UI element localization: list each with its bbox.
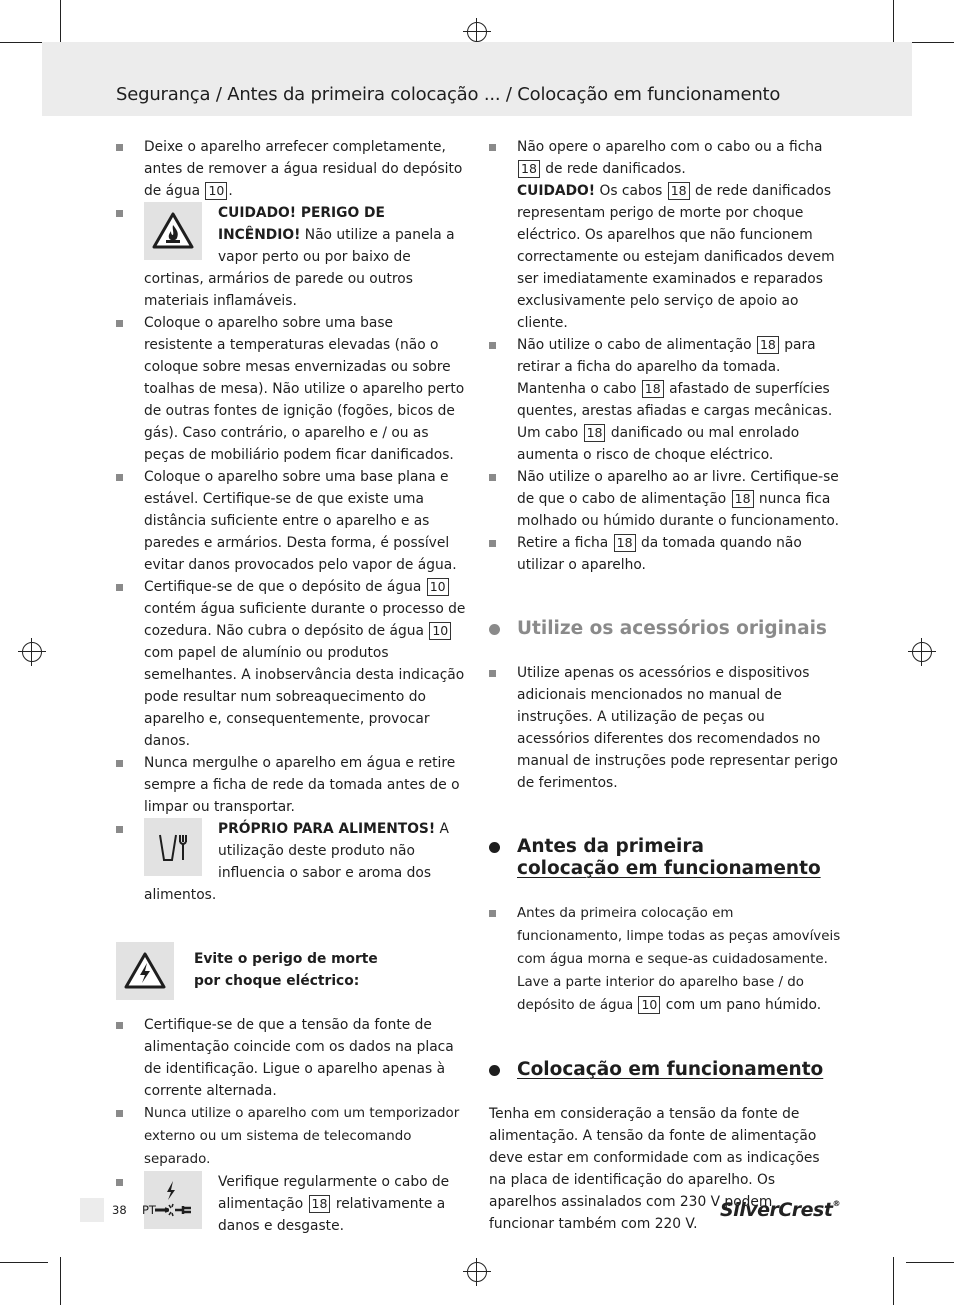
item-text: para retirar a ficha do aparelho da tomada. Mantenha o cabo bbox=[517, 337, 816, 397]
bullet-icon bbox=[116, 1110, 123, 1117]
reference-number: 18 bbox=[732, 490, 754, 508]
item-text: Não utilize a panela a vapor perto ou por baixo de cortinas, armários de parede ou outros materiais inflamáveis. bbox=[144, 227, 455, 309]
reference-number: 18 bbox=[668, 182, 690, 200]
item-text: Utilize apenas os acessórios e dispositivos adicionais mencionados no manual de instruções. A utilização de peças ou acessórios diferentes dos recomendados no manual de instruções pode representar perigo de ferimentos. bbox=[517, 665, 838, 791]
bullet-icon bbox=[116, 826, 123, 833]
section-heading-text: Antes da primeira bbox=[517, 836, 704, 857]
crop-mark bbox=[60, 1257, 61, 1305]
crop-mark bbox=[0, 42, 48, 43]
item-text: danificado ou mal enrolado aumenta o risco de choque eléctrico. bbox=[517, 425, 800, 463]
item-text: com papel de alumínio ou produtos semelhantes. A inobservância desta indicação pode resultar num sobreaquecimento do aparelho e, consequentemente, provocar danos. bbox=[144, 645, 465, 749]
paragraph: Tenha em consideração a tensão da fonte de alimentação. A tensão da fonte de alimentação deve estar em conformidade com as indicações na placa de identificação do aparelho. Os aparelhos assinalados com 230 V podem funcionar também com 220 V. bbox=[489, 1106, 820, 1232]
reference-number: 18 bbox=[757, 336, 779, 354]
item-text: contém água suficiente durante o processo de cozedura. Não cubra o depósito de água bbox=[144, 601, 466, 639]
section-bullet-icon bbox=[489, 624, 500, 635]
bullet-icon bbox=[116, 210, 123, 217]
registration-mark-icon bbox=[22, 642, 42, 662]
reference-number: 10 bbox=[205, 182, 227, 200]
item-text: Não utilize o aparelho ao ar livre. Certifique-se de que o cabo de alimentação bbox=[517, 469, 839, 507]
list-item bbox=[116, 752, 466, 818]
list-item bbox=[116, 1014, 466, 1102]
warning-line: Evite o perigo de morte bbox=[194, 951, 378, 967]
left-column bbox=[116, 136, 466, 1237]
bullet-icon bbox=[489, 474, 496, 481]
reference-number: 18 bbox=[614, 534, 636, 552]
item-text: relativamente a danos e desgaste. bbox=[218, 1196, 446, 1234]
list-item bbox=[116, 1171, 466, 1237]
list-item bbox=[116, 136, 466, 202]
item-text: Não utilize o cabo de alimentação bbox=[517, 337, 756, 353]
section-heading bbox=[489, 618, 841, 640]
bullet-icon bbox=[116, 474, 123, 481]
reference-number: 18 bbox=[584, 424, 606, 442]
caution-label: CUIDADO! bbox=[517, 183, 596, 199]
section-bullet-icon bbox=[489, 842, 500, 853]
crop-mark bbox=[0, 1262, 48, 1263]
section-heading bbox=[489, 836, 841, 880]
item-text: Certifique-se de que a tensão da fonte de alimentação coincide com os dados na placa de identificação. Ligue o aparelho apenas à corrente alternada. bbox=[144, 1017, 454, 1099]
warning-line: por choque eléctrico: bbox=[194, 973, 360, 989]
crop-mark bbox=[893, 1257, 894, 1305]
notice-heading: PRÓPRIO PARA ALIMENTOS! bbox=[218, 821, 436, 837]
reference-number: 10 bbox=[429, 622, 451, 640]
list-item bbox=[116, 312, 466, 466]
bullet-icon bbox=[489, 342, 496, 349]
reference-number: 18 bbox=[309, 1195, 331, 1213]
item-text: Verifique regularmente o cabo de alimentação bbox=[218, 1174, 450, 1212]
section-bullet-icon bbox=[489, 1065, 500, 1076]
crop-mark bbox=[906, 1262, 954, 1263]
bullet-icon bbox=[489, 144, 496, 151]
bullet-icon bbox=[489, 670, 496, 677]
footer-tab bbox=[80, 1198, 104, 1222]
section-heading bbox=[489, 1059, 841, 1081]
section-heading-text: colocação em funcionamento bbox=[517, 858, 821, 879]
item-text: . bbox=[228, 183, 233, 199]
item-text: nunca fica molhado ou húmido durante o funcionamento. bbox=[517, 491, 839, 529]
item-text: Antes da primeira colocação em funcionamento, limpe todas as peças amovíveis com água morna e seque-as cuidadosamente. Lave a parte interior do aparelho base / do depósito de água bbox=[517, 906, 841, 1013]
bullet-icon bbox=[116, 1179, 123, 1186]
page-title: Segurança / Antes da primeira colocação ... / Colocação em funcionamento bbox=[116, 84, 781, 105]
crop-mark bbox=[893, 0, 894, 48]
item-text: Nunca utilize o aparelho com um temporizador externo ou um sistema de telecomando separado. bbox=[144, 1106, 460, 1167]
bullet-icon bbox=[116, 144, 123, 151]
list-item bbox=[489, 662, 841, 794]
crop-mark bbox=[60, 0, 61, 48]
item-text: Coloque o aparelho sobre uma base resistente a temperaturas elevadas (não o coloque sobre mesas envernizadas ou sobre toalhas de mesa). Não utilize o aparelho perto de outras fontes de ignição (fogões, bicos de gás). Caso contrário, o aparelho e / ou as peças de mobiliário podem ficar danificados. bbox=[144, 315, 465, 463]
warning-heading: CUIDADO! PERIGO DE INCÊNDIO! bbox=[218, 205, 385, 243]
reference-number: 10 bbox=[427, 578, 449, 596]
item-text: afastado de superfícies quentes, arestas afiadas e cargas mecânicas. Um cabo bbox=[517, 381, 833, 441]
section-heading-text: Colocação em funcionamento bbox=[517, 1059, 824, 1080]
shock-warning-box bbox=[116, 942, 466, 1000]
list-item bbox=[489, 532, 841, 576]
item-text: com um pano húmido. bbox=[661, 997, 822, 1013]
page-language: PT bbox=[142, 1203, 156, 1217]
brand-name: SilverCrest bbox=[720, 1199, 833, 1221]
item-text: Coloque o aparelho sobre uma base plana e estável. Certifique-se de que existe uma distância suficiente entre o aparelho e as paredes e armários. Desta forma, é possível evitar danos provocados pelo vapor de água. bbox=[144, 469, 457, 573]
reference-number: 10 bbox=[638, 996, 660, 1014]
section-heading-text: Utilize os acessórios originais bbox=[517, 618, 827, 639]
reference-number: 18 bbox=[518, 160, 540, 178]
item-text: da tomada quando não utilizar o aparelho. bbox=[517, 535, 802, 573]
item-text: A utilização deste produto não influencia o sabor e aroma dos alimentos. bbox=[144, 821, 449, 903]
item-text: Certifique-se de que o depósito de água bbox=[144, 579, 426, 595]
registered-mark: ® bbox=[832, 1199, 840, 1208]
list-item bbox=[116, 202, 466, 312]
reference-number: 18 bbox=[642, 380, 664, 398]
list-item bbox=[116, 576, 466, 752]
bullet-icon bbox=[116, 584, 123, 591]
electric-shock-warning-icon bbox=[116, 942, 174, 1000]
item-text: de rede danificados representam perigo de morte por choque eléctrico. Os aparelhos que não funcionem correctamente ou estejam danificados devem ser imediatamente examinados e reparados exclusivamente pelo serviço de apoio ao cliente. bbox=[517, 183, 835, 331]
list-item bbox=[116, 466, 466, 576]
registration-mark-icon bbox=[467, 1262, 487, 1282]
list-item bbox=[116, 818, 466, 906]
brand-logo bbox=[720, 1199, 840, 1221]
item-text: de rede danificados. bbox=[540, 161, 686, 177]
registration-mark-icon bbox=[912, 642, 932, 662]
right-column bbox=[489, 136, 841, 1235]
damaged-cable-icon bbox=[144, 1171, 202, 1229]
list-item bbox=[489, 334, 841, 466]
list-item bbox=[489, 136, 841, 334]
item-text: Deixe o aparelho arrefecer completamente, antes de remover a água residual do depósito de água bbox=[144, 139, 463, 199]
crop-mark bbox=[906, 42, 954, 43]
item-text: Nunca mergulhe o aparelho em água e retire sempre a ficha de rede da tomada antes de o limpar ou transportar. bbox=[144, 755, 460, 815]
item-text: Não opere o aparelho com o cabo ou a ficha bbox=[517, 139, 823, 155]
bullet-icon bbox=[489, 910, 496, 917]
item-text: Retire a ficha bbox=[517, 535, 613, 551]
list-item bbox=[489, 466, 841, 532]
page-number: 38 bbox=[112, 1203, 127, 1217]
bullet-icon bbox=[116, 320, 123, 327]
bullet-icon bbox=[116, 1022, 123, 1029]
bullet-icon bbox=[489, 540, 496, 547]
list-item bbox=[489, 902, 841, 1017]
food-safe-icon bbox=[144, 818, 202, 876]
registration-mark-icon bbox=[467, 22, 487, 42]
bullet-icon bbox=[116, 760, 123, 767]
fire-warning-icon bbox=[144, 202, 202, 260]
list-item bbox=[116, 1102, 466, 1171]
item-text: Os cabos bbox=[595, 183, 667, 199]
